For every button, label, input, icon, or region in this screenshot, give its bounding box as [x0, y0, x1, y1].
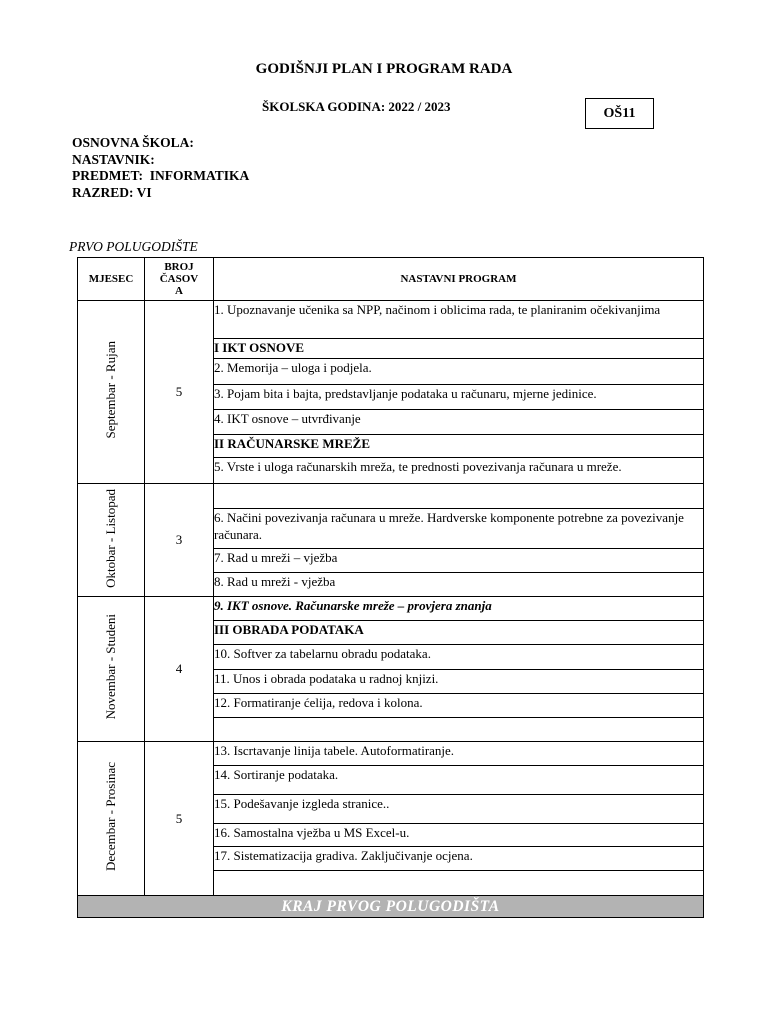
empty-program-cell	[214, 871, 704, 896]
header-month: MJESEC	[78, 258, 145, 301]
program-item: 5. Vrste i uloga računarskih mreža, te prednosti povezivanja računara u mreže.	[214, 458, 704, 484]
program-item: III OBRADA PODATAKA	[214, 621, 704, 645]
program-item: 8. Rad u mreži - vježba	[214, 573, 704, 597]
month-cell-nov	[78, 597, 145, 742]
empty-program-cell	[214, 718, 704, 742]
semester-label: PRVO POLUGODIŠTE	[69, 239, 198, 254]
table-footer-row	[78, 896, 704, 918]
document-info	[72, 135, 249, 201]
program-item: 14. Sortiranje podataka.	[214, 766, 704, 795]
program-item: 6. Načini povezivanja računara u mreže. Hardverske komponente potrebne za povezivanje računara.	[214, 509, 704, 549]
program-item: II RAČUNARSKE MREŽE	[214, 435, 704, 458]
hours-cell: 5	[145, 742, 214, 896]
hours-cell: 4	[145, 597, 214, 742]
program-item: 17. Sistematizacija gradiva. Zaključivanje ocjena.	[214, 847, 704, 871]
program-item: 2. Memorija – uloga i podjela.	[214, 359, 704, 385]
program-item: 7. Rad u mreži – vježba	[214, 549, 704, 573]
info-grade: RAZRED: VI	[72, 184, 152, 200]
table-header-row	[78, 258, 704, 301]
document-title: GODIŠNJI PLAN I PROGRAM RADA	[255, 61, 513, 77]
month-label: Decembar - Prosinac	[103, 761, 118, 871]
month-label: Septembar - Rujan	[103, 341, 118, 439]
curriculum-table	[77, 257, 704, 918]
info-subject: PREDMET: INFORMATIKA	[72, 168, 250, 183]
semester-end-banner: KRAJ PRVOG POLUGODIŠTA	[78, 896, 704, 918]
program-item: 15. Podešavanje izgleda stranice..	[214, 795, 704, 824]
table-row	[78, 484, 704, 509]
program-item: I IKT OSNOVE	[214, 339, 704, 359]
month-cell-sep	[78, 301, 145, 484]
program-item: 10. Softver za tabelarnu obradu podataka.	[214, 645, 704, 670]
info-school: OSNOVNA ŠKOLA:	[72, 135, 194, 150]
program-item: 16. Samostalna vježba u MS Excel-u.	[214, 824, 704, 847]
hours-cell: 5	[145, 301, 214, 484]
hours-cell: 3	[145, 484, 214, 597]
school-year: ŠKOLSKA GODINA: 2022 / 2023	[262, 99, 451, 114]
program-item: 1. Upoznavanje učenika sa NPP, načinom i oblicima rada, te planiranim očekivanjima	[214, 301, 704, 339]
program-item: 11. Unos i obrada podataka u radnoj knjizi.	[214, 670, 704, 694]
table-body	[78, 301, 704, 896]
program-item: 9. IKT osnove. Računarske mreže – provjera znanja	[214, 597, 704, 621]
table-row	[78, 742, 704, 766]
program-item: 12. Formatiranje ćelija, redova i kolona.	[214, 694, 704, 718]
info-teacher: NASTAVNIK:	[72, 151, 155, 167]
month-label: Oktobar - Listopad	[103, 488, 118, 588]
table-row	[78, 301, 704, 339]
month-cell-dec	[78, 742, 145, 896]
month-cell-oct	[78, 484, 145, 597]
header-hours-label: BROJ ČASOVA	[159, 261, 199, 297]
program-item: 4. IKT osnove – utvrđivanje	[214, 410, 704, 435]
month-label: Novembar - Studeni	[103, 614, 118, 720]
header-hours	[145, 258, 214, 301]
program-item: 13. Iscrtavanje linija tabele. Autoformatiranje.	[214, 742, 704, 766]
empty-program-cell	[214, 484, 704, 509]
table-row	[78, 597, 704, 621]
program-item: 3. Pojam bita i bajta, predstavljanje podataka u računaru, mjerne jedinice.	[214, 385, 704, 410]
school-code-box: OŠ11	[585, 98, 654, 129]
header-program: NASTAVNI PROGRAM	[214, 258, 704, 301]
